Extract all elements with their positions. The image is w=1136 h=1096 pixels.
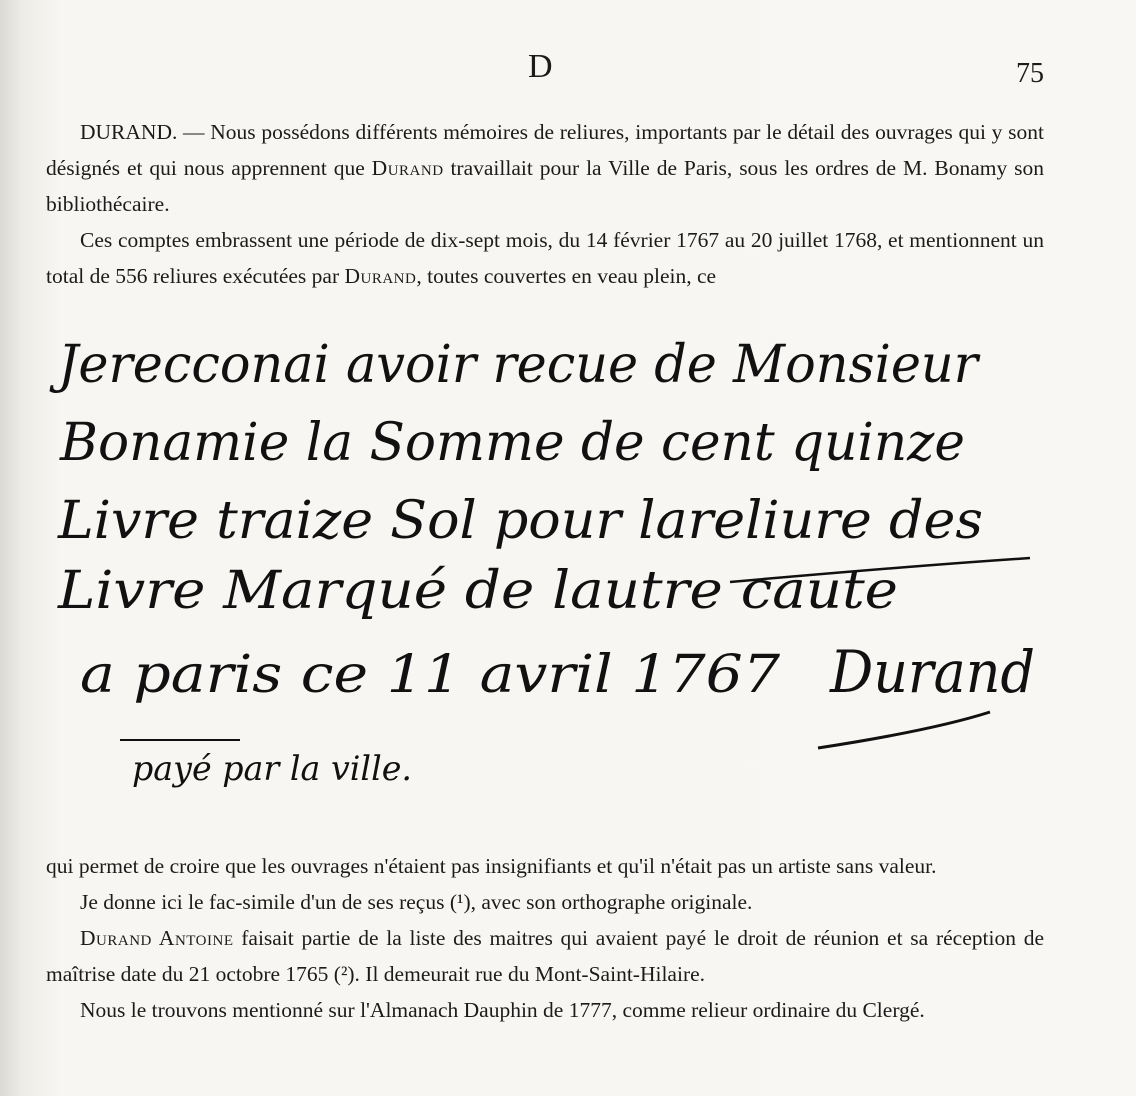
facsimile-line-1: Jerecconai avoir recue de Monsieur <box>49 335 982 395</box>
handwriting-image <box>40 320 1050 825</box>
signature: Durand <box>829 638 1035 706</box>
intro-text <box>46 114 1044 294</box>
facsimile-line-2: Bonamie la Somme de cent quinze <box>59 413 966 473</box>
binder-name: Durand <box>344 264 417 288</box>
facsimile-line-3: Livre traize Sol pour lareliure des <box>56 491 984 551</box>
body-text <box>46 848 1044 1028</box>
section-letter: D <box>528 48 554 85</box>
page-number: 75 <box>1016 58 1044 89</box>
paragraph-facsimile: Je donne ici le fac-simile d'un de ses reçus (¹), avec son orthographe originale. <box>80 890 753 914</box>
binder-name: Durand <box>371 156 444 180</box>
receipt-facsimile <box>40 320 1050 825</box>
payment-note: payé par la ville. <box>132 749 412 789</box>
paragraph-antoine <box>46 920 1044 992</box>
paragraph-durand-memoires <box>46 114 1044 222</box>
paragraph-text: DURAND. — Nous possédons différents mémoires de reliures, importants par le détail des ouvrages qui y sont désignés et qui nous apprennent que <box>46 120 1044 180</box>
paragraph-almanach: Nous le trouvons mentionné sur l'Almanach Dauphin de 1777, comme relieur ordinaire du Clergé. <box>80 998 925 1022</box>
signature-flourish <box>818 712 990 748</box>
binder-full-name: Durand Antoine <box>80 926 234 950</box>
paragraph-ouvrages: qui permet de croire que les ouvrages n'étaient pas insignifiants et qu'il n'était pas un artiste sans valeur. <box>46 854 937 878</box>
facsimile-line-5: a paris ce 11 avril 1767 <box>80 645 782 705</box>
paragraph-text: Ces comptes embrassent une période de dix-sept mois, du 14 février 1767 au 20 juillet 1768, et mentionnent un total de 556 reliures exécutées par <box>46 228 1044 288</box>
paragraph-text: faisait partie de la liste des maitres qui avaient payé le droit de réunion et sa réception de maîtrise date du 21 octobre 1765 (²). Il demeurait rue du Mont-Saint-Hilaire. <box>46 926 1044 986</box>
paragraph-comptes <box>46 222 1044 294</box>
facsimile-line-4: Livre Marqué de lautre caute <box>56 561 898 621</box>
paragraph-text: travaillait pour la Ville de Paris, sous les ordres de M. Bonamy son bibliothécaire. <box>46 156 1045 216</box>
paragraph-text: , toutes couvertes en veau plein, ce <box>416 264 717 288</box>
